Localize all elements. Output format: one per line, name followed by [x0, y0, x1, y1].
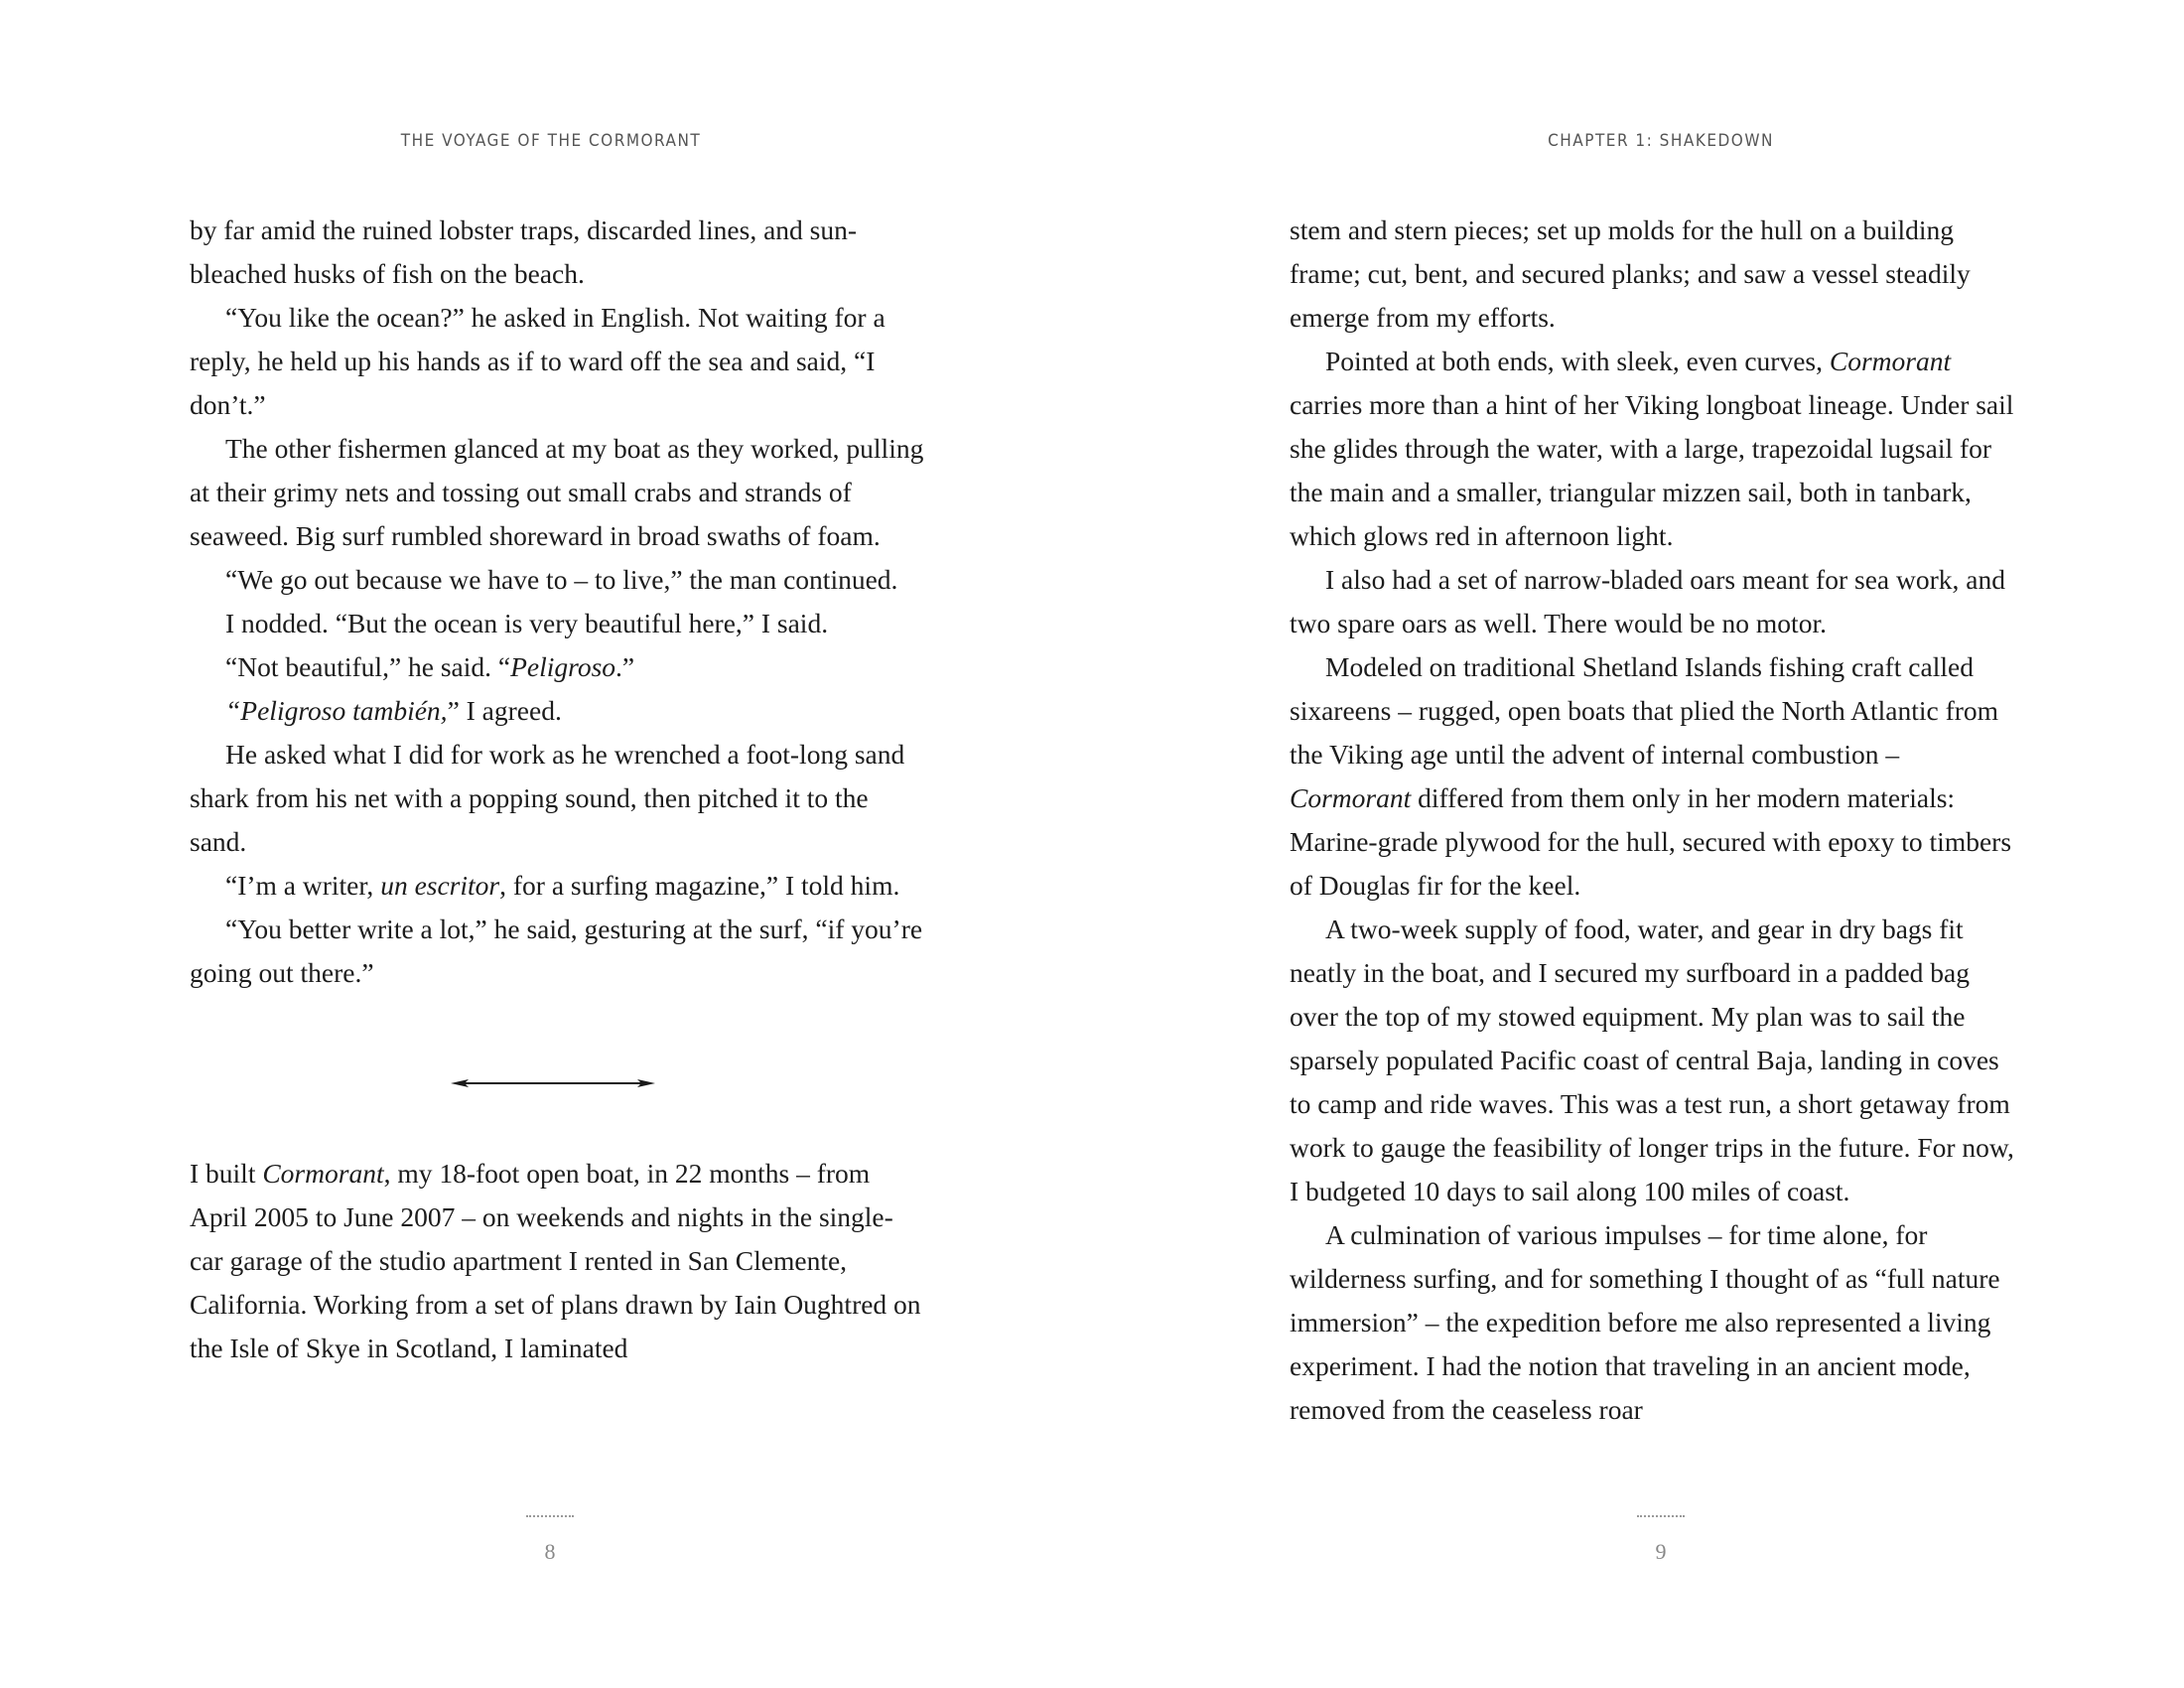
section-break-arrow-icon — [451, 1076, 655, 1090]
page-number: 9 — [1655, 1539, 1667, 1564]
paragraph: stem and stern pieces; set up molds for the hull on a building frame; cut, bent, and secured planks; and saw a vessel steadily emerge from my efforts. — [1290, 214, 1971, 333]
paragraph: Pointed at both ends, with sleek, even curves, Cormorant carries more than a hint of her Viking longboat lineage. Under sail she glides through the water, with a large, trapezoidal lugsail for the main and a smaller, triangular mizzen sail, both in tanbark, which glows red in afternoon light. — [1290, 346, 2014, 551]
section-break-ornament — [190, 995, 924, 1152]
left-body-text — [190, 209, 924, 1370]
paragraph: “Peligroso también,” I agreed. — [225, 695, 562, 726]
paragraph: Modeled on traditional Shetland Islands fishing craft called sixareens – rugged, open boats that plied the North Atlantic from the Viking age until the advent of internal combustion – Cormorant differed from them only in her modern materials: Marine-grade plywood for the hull, secured with epoxy to timbers of Douglas fir for the keel. — [1290, 651, 2012, 901]
paragraph: by far amid the ruined lobster traps, discarded lines, and sun-bleached husks of fish on the beach. — [190, 214, 858, 289]
paragraph: I also had a set of narrow-bladed oars meant for sea work, and two spare oars as well. There would be no motor. — [1290, 564, 2005, 638]
page-number: 8 — [544, 1539, 556, 1564]
paragraph: I built Cormorant, my 18-foot open boat, in 22 months – from April 2005 to June 2007 – on weekends and nights in the single-car garage of the studio apartment I rented in San Clemente, California. Working from a set of plans drawn by Iain Oughtred on the Isle of Skye in Scotland, I laminated — [190, 1158, 921, 1363]
paragraph: “We go out because we have to – to live,” the man continued. — [225, 564, 898, 595]
paragraph: “You better write a lot,” he said, gesturing at the surf, “if you’re going out there.” — [190, 914, 923, 988]
paragraph: The other fishermen glanced at my boat as they worked, pulling at their grimy nets and tossing out small crabs and strands of seaweed. Big surf rumbled shoreward in broad swaths of foam. — [190, 433, 924, 551]
paragraph: “You like the ocean?” he asked in English. Not waiting for a reply, he held up his hands as if to ward off the sea and said, “I don’t.” — [190, 302, 886, 420]
paragraph: I nodded. “But the ocean is very beautiful here,” I said. — [225, 608, 829, 638]
paragraph: A two-week supply of food, water, and gear in dry bags fit neatly in the boat, and I secured my surfboard in a padded bag over the top of my stowed equipment. My plan was to sail the sparsely populated Pacific coast of central Baja, landing in coves to camp and ride waves. This was a test run, a short getaway from work to gauge the feasibility of longer trips in the future. For now, I budgeted 10 days to sail along 100 miles of coast. — [1290, 914, 2014, 1206]
paragraph: A culmination of various impulses – for time alone, for wilderness surfing, and for something I thought of as “full nature immersion” – the expedition before me also represented a living experiment. I had the notion that traveling in an ancient mode, removed from the ceaseless roar — [1290, 1219, 2000, 1425]
folio-divider — [526, 1515, 574, 1517]
right-body-text — [1290, 209, 2024, 1432]
right-page — [1092, 0, 2184, 1688]
paragraph: “Not beautiful,” he said. “Peligroso.” — [225, 651, 635, 682]
running-head-book-title: THE VOYAGE OF THE CORMORANT — [400, 131, 702, 151]
paragraph: He asked what I did for work as he wrenched a foot-long sand shark from his net with a popping sound, then pitched it to the sand. — [190, 739, 905, 857]
folio-divider — [1637, 1515, 1685, 1517]
paragraph: “I’m a writer, un escritor, for a surfing magazine,” I told him. — [225, 870, 900, 901]
running-head-chapter-title: CHAPTER 1: SHAKEDOWN — [1548, 131, 1774, 151]
